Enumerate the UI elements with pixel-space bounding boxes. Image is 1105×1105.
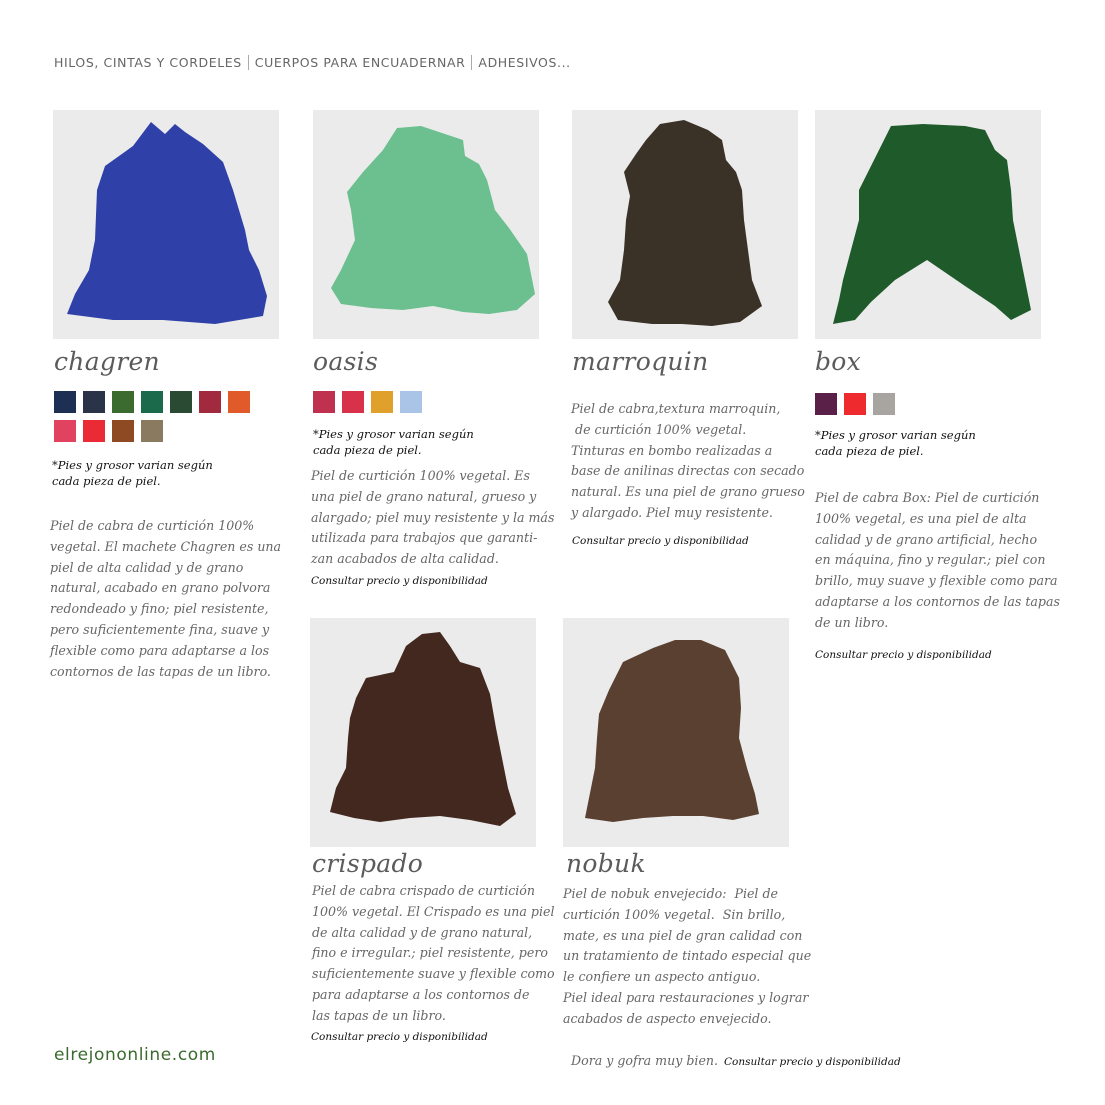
color-swatch[interactable] [112,420,134,442]
marroquin-consult-link[interactable]: Consultar precio y disponibilidad [572,535,749,547]
nobuk-photo [563,618,789,847]
chagren-title: chagren [54,347,160,376]
box-title: box [815,347,862,376]
breadcrumb-separator [248,55,249,70]
box-note: *Pies y grosor varian según cada pieza de piel. [815,428,976,458]
crispado-leather-image [310,618,536,847]
chagren-leather-image [53,110,279,339]
breadcrumb-item-hilos[interactable]: HILOS, CINTAS Y CORDELES [54,55,242,70]
marroquin-description: Piel de cabra,textura marroquin, de curtición 100% vegetal. Tinturas en bombo realizadas a base de anilinas directas con secado natural. Es una piel de grano grueso y alargado. Piel muy resistente. [571,401,805,520]
color-swatch[interactable] [170,391,192,413]
breadcrumb-item-adhesivos[interactable]: ADHESIVOS... [478,55,571,70]
color-swatch[interactable] [815,393,837,415]
chagren-swatches [54,391,276,442]
color-swatch[interactable] [873,393,895,415]
color-swatch[interactable] [83,420,105,442]
oasis-title: oasis [313,347,379,376]
color-swatch[interactable] [83,391,105,413]
breadcrumb-item-cuerpos[interactable]: CUERPOS PARA ENCUADERNAR [254,55,466,70]
marroquin-leather-image [572,110,798,339]
oasis-swatches [313,391,535,413]
footer-website[interactable]: elrejononline.com [54,1045,216,1065]
color-swatch[interactable] [141,391,163,413]
chagren-note: *Pies y grosor varian según cada pieza de piel. [52,458,213,488]
color-swatch[interactable] [199,391,221,413]
crispado-title: crispado [312,849,424,878]
oasis-note: *Pies y grosor varian según cada pieza de piel. [313,427,474,457]
color-swatch[interactable] [342,391,364,413]
crispado-description: Piel de cabra crispado de curtición 100% vegetal. El Crispado es una piel de alta calidad y de grano natural, fino e irregular.; piel resistente, pero suficientemente suave y flexible como para adaptarse a los contornos de las tapas de un libro. [312,883,555,1023]
color-swatch[interactable] [313,391,335,413]
nobuk-consult-link[interactable]: Consultar precio y disponibilidad [724,1055,901,1068]
oasis-leather-image [313,110,539,339]
oasis-photo [313,110,539,339]
box-photo [815,110,1041,339]
box-consult-link[interactable]: Consultar precio y disponibilidad [815,649,992,661]
color-swatch[interactable] [844,393,866,415]
nobuk-description: Piel de nobuk envejecido: Piel de curtición 100% vegetal. Sin brillo, mate, es una piel de gran calidad con un tratamiento de tintado especial que le confiere un aspecto antiguo. Piel ideal para restauraciones y lograr acabados de aspecto envejecido. [563,886,812,1026]
nobuk-last-line-text: Dora y gofra muy bien. [571,1052,719,1068]
box-swatches [815,393,915,415]
color-swatch[interactable] [54,391,76,413]
marroquin-photo [572,110,798,339]
color-swatch[interactable] [371,391,393,413]
oasis-description: Piel de curtición 100% vegetal. Es una piel de grano natural, grueso y alargado; piel muy resistente y la más utilizada para trabajos que garanti- zan acabados de alta calidad. [311,468,555,567]
marroquin-title: marroquin [572,347,709,376]
color-swatch[interactable] [400,391,422,413]
nobuk-title: nobuk [566,849,646,878]
color-swatch[interactable] [54,420,76,442]
nobuk-leather-image [563,618,789,847]
oasis-consult-link[interactable]: Consultar precio y disponibilidad [311,575,488,587]
color-swatch[interactable] [112,391,134,413]
color-swatch[interactable] [228,391,250,413]
chagren-photo [53,110,279,339]
nobuk-last-line [563,1030,901,1073]
breadcrumb [54,55,571,70]
box-leather-image [815,110,1041,339]
box-description: Piel de cabra Box: Piel de curtición 100% vegetal, es una piel de alta calidad y de grano artificial, hecho en máquina, fino y regular.; piel con brillo, muy suave y flexible como para adaptarse a los contornos de las tapas de un libro. [815,490,1060,630]
breadcrumb-separator [471,55,472,70]
chagren-description: Piel de cabra de curtición 100% vegetal. El machete Chagren es una piel de alta calidad y de grano natural, acabado en grano polvora redondeado y fino; piel resistente, pero suficientemente fina, suave y flexible como para adaptarse a los contornos de las tapas de un libro. [50,518,282,679]
color-swatch[interactable] [141,420,163,442]
crispado-consult-link[interactable]: Consultar precio y disponibilidad [311,1031,488,1043]
crispado-photo [310,618,536,847]
